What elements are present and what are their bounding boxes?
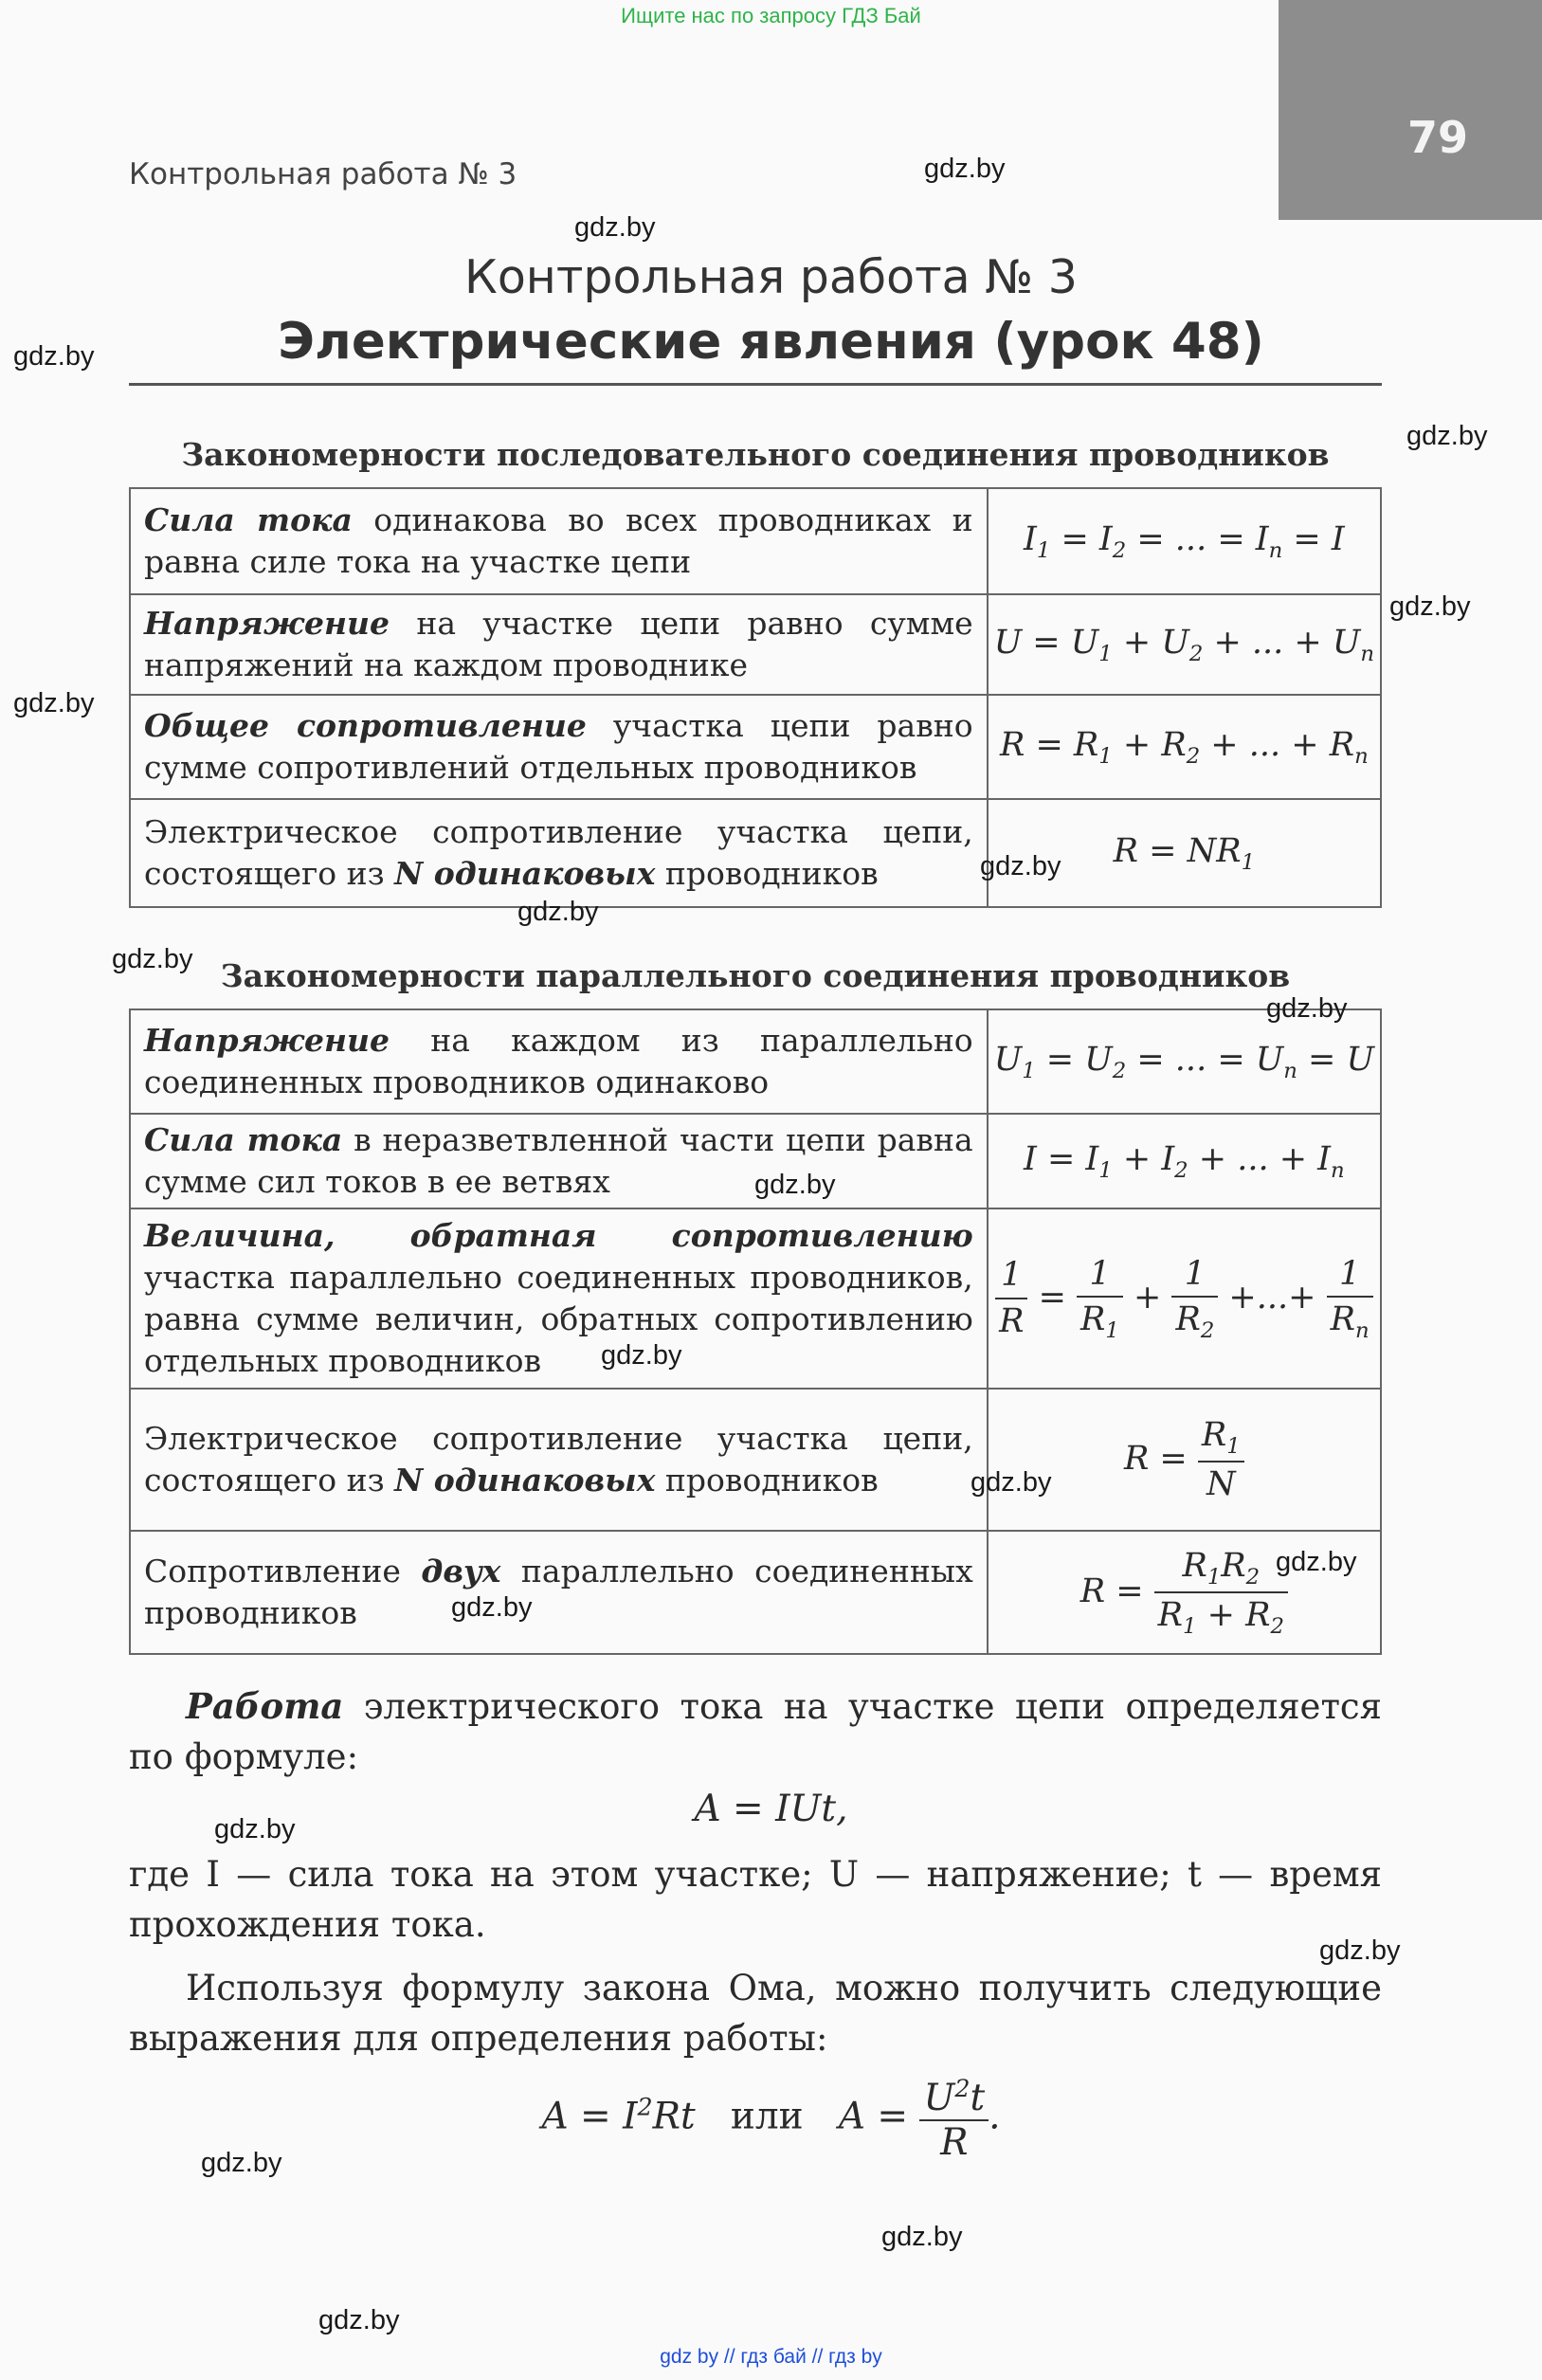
watermark: gdz.by: [754, 1170, 836, 1200]
law-text: Напряжение на каждом из параллельно соединенных проводников одинаково: [130, 1009, 988, 1114]
table-row: [130, 1208, 1381, 1389]
law-formula: R = $\frac{R_1}{N}$: [988, 1389, 1381, 1531]
page-number-tab: [1279, 0, 1542, 220]
table-row: [130, 488, 1381, 594]
law-formula: $U_1 = U_2$ = ... = $U_n = U$: [988, 1009, 1381, 1114]
law-formula: $U = U_1 + U_2$ + ... + $U_n$: [988, 594, 1381, 695]
watermark: gdz.by: [574, 212, 656, 243]
watermark: gdz.by: [1266, 993, 1348, 1024]
series-table: [129, 487, 1382, 908]
watermark: gdz.by: [13, 688, 95, 718]
where-paragraph: где I — сила тока на этом участке; U — напряжение; t — время прохождения тока.: [129, 1854, 1382, 1945]
title-rule: [129, 383, 1382, 386]
law-formula: R = $\frac{R_1R_2}{R_1 + R_2}$: [988, 1531, 1381, 1654]
table-row: [130, 1389, 1381, 1531]
watermark: gdz.by: [1319, 1935, 1401, 1966]
parallel-table: [129, 1008, 1382, 1655]
law-formula: $I = I_1 + I_2$ + ... + $I_n$: [988, 1114, 1381, 1208]
work-paragraph: Работа электрического тока на участке цепи определяется по формуле:: [129, 1685, 1382, 1777]
law-text: Сила тока в неразветвленной части цепи равна сумме сил токов в ее ветвях: [130, 1114, 988, 1208]
law-formula: $I_1 = I_2$ = ... = $I_n = I$: [988, 488, 1381, 594]
law-text: Величина, обратная сопротивлению участка параллельно соединенных проводников, равна сумме величин, обратных сопротивлению отдельных проводников: [130, 1208, 988, 1389]
law-text: Сила тока одинакова во всех проводниках и равна силе тока на участке цепи: [130, 488, 988, 594]
table-row: [130, 695, 1381, 799]
table-row: [130, 1009, 1381, 1114]
watermark: gdz.by: [924, 154, 1006, 184]
law-text: Электрическое сопротивление участка цепи, состоящего из N одинаковых проводников: [130, 1389, 988, 1531]
law-text: Напряжение на участке цепи равно сумме напряжений на каждом проводнике: [130, 594, 988, 695]
watermark: gdz.by: [881, 2222, 963, 2252]
watermark: gdz.by: [214, 1814, 296, 1844]
parallel-heading: Закономерности параллельного соединения проводников: [220, 957, 1291, 994]
watermark: gdz.by: [1276, 1547, 1357, 1577]
law-formula: $R = R_1 + R_2$ + ... + $R_n$: [988, 695, 1381, 799]
watermark: gdz.by: [980, 851, 1061, 881]
law-text: Общее сопротивление участка цепи равно сумме сопротивлений отдельных проводников: [130, 695, 988, 799]
watermark: gdz.by: [201, 2148, 282, 2178]
law-text: Сопротивление двух параллельно соединенных проводников: [130, 1531, 988, 1654]
table-row: [130, 799, 1381, 907]
title-line2: Электрические явления (урок 48): [278, 313, 1264, 371]
law-text: Электрическое сопротивление участка цепи, состоящего из N одинаковых проводников: [130, 799, 988, 907]
watermark: gdz.by: [1389, 591, 1471, 622]
series-heading: Закономерности последовательного соединения проводников: [181, 436, 1330, 473]
running-head: Контрольная работа № 3: [129, 157, 517, 191]
title-line1: Контрольная работа № 3: [464, 250, 1078, 304]
watermark: gdz.by: [318, 2305, 400, 2335]
watermark: gdz.by: [601, 1340, 682, 1371]
watermark: gdz.by: [971, 1467, 1052, 1498]
law-formula: $R = NR_1$: [988, 799, 1381, 907]
watermark: gdz.by: [112, 944, 193, 974]
law-formula: $\frac{1}{R}$ = $\frac{1}{R_1}$ + $\frac{1}{R_2}$ +...+ $\frac{1}{R_n}$: [988, 1208, 1381, 1389]
page-number: 79: [1406, 112, 1468, 163]
work-formula: A = IUt,: [694, 1788, 848, 1830]
watermark: gdz.by: [1406, 421, 1488, 451]
watermark: gdz.by: [451, 1592, 533, 1623]
table-row: [130, 594, 1381, 695]
ohm-paragraph: Используя формулу закона Ома, можно получить следующие выражения для определения работы:: [129, 1968, 1382, 2059]
top-banner[interactable]: Ищите нас по запросу ГДЗ Бай: [621, 4, 921, 27]
watermark: gdz.by: [517, 897, 599, 927]
work-formulas-ohm: $A = I^2Rt$ или A = $\frac{U^2t}{R}$ .: [541, 2074, 1001, 2164]
footer-links[interactable]: gdz by // гдз бай // гдз by: [660, 2346, 882, 2368]
table-row: [130, 1531, 1381, 1654]
watermark: gdz.by: [13, 341, 95, 372]
